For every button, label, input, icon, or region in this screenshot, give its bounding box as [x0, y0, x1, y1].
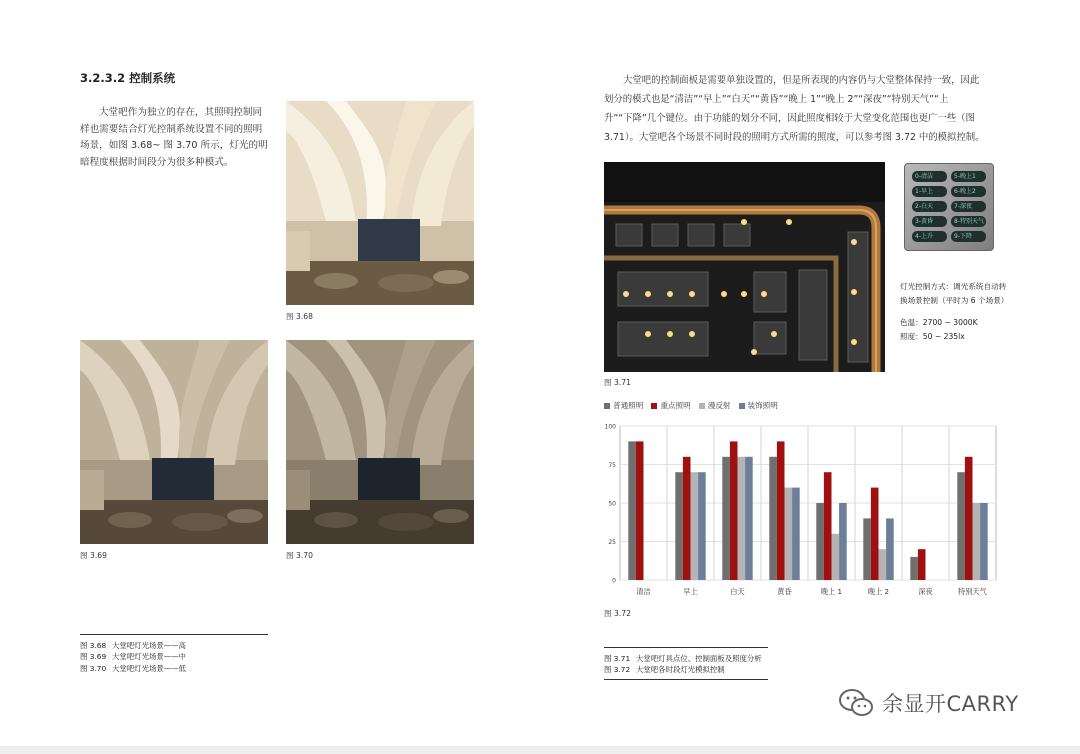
- bar: [824, 472, 832, 580]
- keypad-button[interactable]: 8-特别天气: [951, 216, 986, 227]
- legend-item: 普通照明: [604, 400, 643, 411]
- caption-divider: [604, 647, 768, 648]
- intro-line: 暗程度根据时间段分为很多种模式。: [80, 156, 234, 168]
- keypad-button[interactable]: 9-下降: [951, 231, 986, 242]
- paragraph-line: 划分的模式也是“清洁”“早上”“白天”“黄昏”“晚上 1”“晚上 2”“深夜”“特别天气”“上: [604, 94, 949, 105]
- keypad-button[interactable]: 6-晚上2: [951, 186, 986, 197]
- caption-item: 图 3.71 大堂吧灯具点位、控制面板及照度分析: [604, 654, 762, 663]
- lobby-bar-photo-medium: [80, 340, 268, 544]
- intro-line: 样也需要结合灯光控制系统设置不同的照明: [80, 123, 263, 135]
- figure-caption-list: [80, 640, 186, 674]
- x-tick-label: 晚上 1: [820, 587, 843, 596]
- photo-caption: 图 3.68: [286, 312, 313, 321]
- control-note-line: 换场景控制（平时为 6 个场景）: [900, 295, 1009, 305]
- caption-divider-bottom: [604, 679, 768, 680]
- intro-paragraph: [80, 105, 278, 171]
- caption-divider: [80, 634, 268, 635]
- keypad-button[interactable]: 7-深夜: [951, 201, 986, 212]
- bar: [910, 557, 918, 580]
- legend-swatch: [604, 403, 610, 409]
- legend-swatch: [651, 403, 657, 409]
- y-tick-label: 75: [608, 462, 616, 469]
- illuminance: 照度：50 ~ 235lx: [900, 331, 965, 341]
- lighting-bar-chart: [600, 418, 1000, 604]
- photo-caption: 图 3.69: [80, 551, 107, 560]
- keypad-button[interactable]: 5-晚上1: [951, 171, 986, 182]
- control-note: [900, 280, 1008, 307]
- keypad-button-grid: [905, 164, 993, 249]
- bar: [691, 472, 699, 580]
- bar: [745, 457, 753, 580]
- right-paragraph: [604, 71, 1000, 147]
- bar: [957, 472, 965, 580]
- bar: [777, 441, 785, 580]
- caption-item: 图 3.72 大堂吧各时段灯光模拟控制: [604, 665, 725, 675]
- bar: [839, 503, 847, 580]
- intro-line: 场景，如图 3.68~ 图 3.70 所示，灯光的明: [80, 140, 268, 152]
- wechat-icon: [838, 688, 874, 718]
- bar: [816, 503, 824, 580]
- bar: [918, 549, 926, 580]
- photo-caption: 图 3.70: [286, 551, 313, 560]
- paragraph-line: 大堂吧的控制面板是需要单独设置的，但是所表现的内容仍与大堂整体保持一致，因此: [623, 75, 980, 86]
- bar: [792, 488, 800, 580]
- lighting-floor-plan: [604, 162, 885, 372]
- y-tick-label: 100: [604, 423, 616, 431]
- bar: [785, 488, 793, 580]
- control-keypad-panel: [904, 163, 994, 251]
- bar: [722, 457, 730, 580]
- bar: [871, 488, 879, 580]
- y-tick-label: 25: [608, 539, 616, 546]
- x-tick-label: 特别天气: [958, 587, 987, 596]
- x-tick-label: 早上: [683, 587, 698, 596]
- bar: [886, 518, 894, 580]
- bar: [683, 457, 691, 580]
- intro-line: 大堂吧作为独立的存在，其照明控制同: [99, 107, 263, 118]
- watermark-text: 余显开CARRY: [882, 692, 1019, 716]
- section-title: 3.2.3.2 控制系统: [80, 71, 176, 85]
- legend-swatch: [699, 403, 705, 409]
- x-tick-label: 晚上 2: [867, 587, 890, 596]
- bar: [965, 457, 973, 580]
- bar: [980, 503, 988, 580]
- bar: [698, 472, 706, 580]
- caption-item: 图 3.69 大堂吧灯光场景——中: [80, 652, 186, 662]
- bar: [675, 472, 683, 580]
- keypad-button[interactable]: 2-白天: [912, 201, 947, 212]
- keypad-button[interactable]: 4-上升: [912, 231, 947, 242]
- color-temperature: 色温：2700 ~ 3000K: [900, 318, 978, 327]
- control-note-line: 灯光控制方式：调光系统自动转: [900, 282, 1007, 291]
- bar: [636, 441, 644, 580]
- bar: [628, 441, 636, 580]
- x-tick-label: 黄昏: [777, 587, 792, 596]
- lobby-bar-photo-low: [286, 340, 474, 544]
- legend-item: 装饰照明: [739, 400, 778, 411]
- x-tick-label: 深夜: [918, 587, 933, 596]
- paragraph-line: 3.71）。大堂吧各个场景不同时段的照明方式所需的照度，可以参考图 3.72 中的模拟控制。: [604, 132, 985, 143]
- x-tick-label: 白天: [730, 587, 745, 596]
- bar: [863, 518, 871, 580]
- y-tick-label: 50: [608, 500, 616, 508]
- figure-label: 图 3.71: [604, 378, 631, 387]
- bar: [879, 549, 887, 580]
- bar: [832, 534, 840, 580]
- legend-swatch: [739, 403, 745, 409]
- chart-svg: [600, 418, 1000, 604]
- watermark: [838, 688, 1019, 718]
- keypad-button[interactable]: 0-清洁: [912, 171, 947, 182]
- bar: [738, 457, 746, 580]
- keypad-button[interactable]: 3-黄昏: [912, 216, 947, 227]
- keypad-button[interactable]: 1-早上: [912, 186, 947, 197]
- chart-legend: [604, 400, 778, 411]
- caption-item: 图 3.70 大堂吧灯光场景——低: [80, 663, 186, 673]
- y-tick-label: 0: [612, 577, 616, 585]
- figure-label: 图 3.72: [604, 609, 631, 618]
- lighting-specs: [900, 316, 978, 343]
- figure-caption-list: [604, 653, 762, 676]
- x-tick-label: 清洁: [636, 587, 651, 596]
- bar: [769, 457, 777, 580]
- bar: [730, 441, 738, 580]
- page-bottom-strip: [0, 746, 1080, 754]
- legend-item: 漫反射: [699, 400, 731, 411]
- paragraph-line: 升”“下降”几个键位。由于功能的划分不同，因此照度相较于大堂变化范围也更广一些（图: [604, 113, 975, 124]
- bar: [973, 503, 981, 580]
- lobby-bar-photo-high: [286, 101, 474, 305]
- legend-item: 重点照明: [651, 400, 690, 411]
- caption-item: 图 3.68 大堂吧灯光场景——高: [80, 641, 186, 650]
